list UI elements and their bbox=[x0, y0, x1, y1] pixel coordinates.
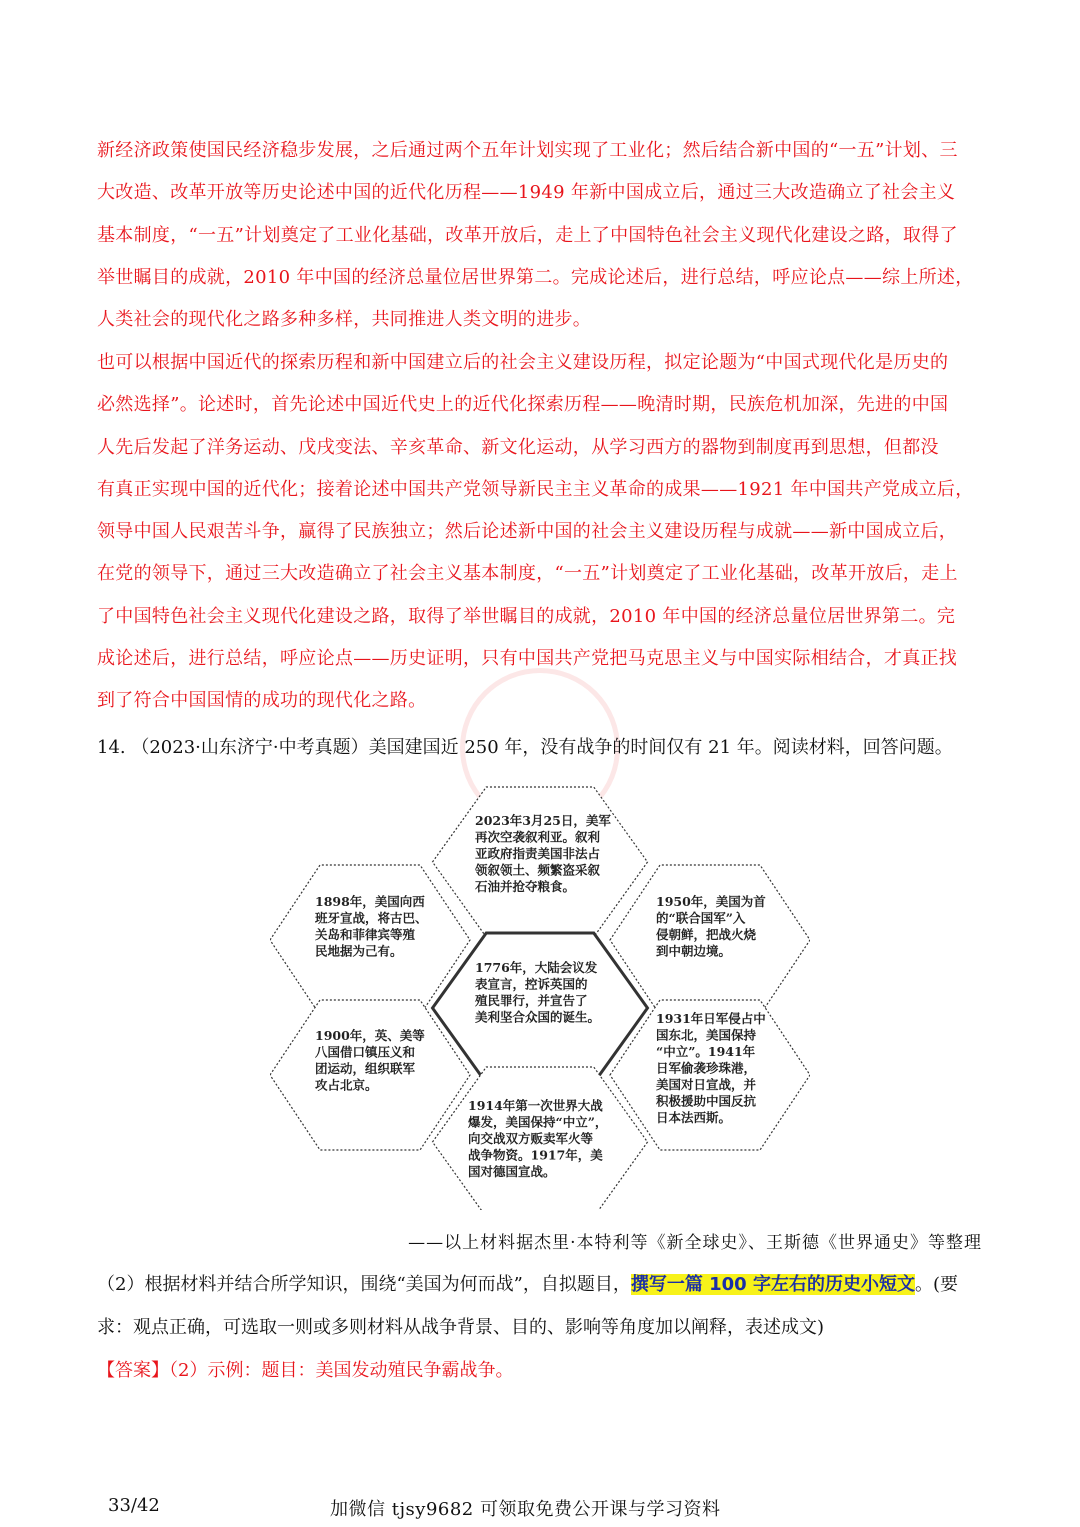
hexagon-text-line: 日军偷袭珍珠港， bbox=[656, 1060, 757, 1076]
paragraph-line: 基本制度，“一五”计划奠定了工业化基础，改革开放后，走上了中国特色社会主义现代化建设之路，取得了 bbox=[97, 224, 958, 246]
answer-label: 【答案】 bbox=[97, 1360, 169, 1381]
paragraph-line: 了中国特色社会主义现代化建设之路，取得了举世瞩目的成就，2010 年中国的经济总量位居世界第二。完 bbox=[97, 605, 956, 627]
question-2-prompt bbox=[97, 1270, 958, 1296]
paragraph-line: 举世瞩目的成就，2010 年中国的经济总量位居世界第二。完成论述后，进行总结，呼应论点——综上所述， bbox=[97, 266, 974, 288]
hexagon-text-line: 殖民罪行，并宣告了 bbox=[475, 993, 588, 1008]
answer-paragraph-1 bbox=[97, 130, 985, 341]
hexagon-outline bbox=[433, 933, 648, 1083]
hexagon-text-line: 1900年，英、美等 bbox=[315, 1028, 425, 1043]
hexagon-text-line: 团运动，组织联军 bbox=[315, 1061, 416, 1076]
paragraph-line: 成论述后，进行总结，呼应论点——历史证明，只有中国共产党把马克思主义与中国实际相结合，才真正找 bbox=[97, 648, 958, 670]
page-number: 33/42 bbox=[108, 1495, 160, 1516]
hexagon-text-line: 关岛和菲律宾等殖 bbox=[315, 927, 416, 942]
hexagon-center bbox=[433, 933, 648, 1083]
hexagon-text-line: 向交战双方贩卖军火等 bbox=[468, 1131, 594, 1146]
paragraph-line: 有真正实现中国的近代化；接着论述中国共产党领导新民主主义革命的成果——1921 年中国共产党成立后， bbox=[97, 478, 974, 500]
hexagon-text-line: 到中朝边境。 bbox=[656, 943, 732, 959]
paragraph-line: 必然选择”。论述时，首先论述中国近代史上的近代化探索历程——晚清时期，民族危机加深，先进的中国 bbox=[97, 394, 949, 416]
paragraph-line: 在党的领导下，通过三大改造确立了社会主义基本制度，“一五”计划奠定了工业化基础，改革开放后，走上 bbox=[97, 563, 958, 585]
hexagon-text-line: 1931年日军侵占中 bbox=[656, 1011, 766, 1026]
hexagon-text-line: 国对德国宣战。 bbox=[468, 1164, 556, 1179]
hexagon-text-line: 民地据为己有。 bbox=[315, 943, 403, 959]
paragraph-line: 人先后发起了洋务运动、戊戌变法、辛亥革命、新文化运动，从学习西方的器物到制度再到思想，但都没 bbox=[97, 436, 939, 458]
hexagon-bottom bbox=[433, 1067, 648, 1210]
question-2-requirements: 求：观点正确，可选取一则或多则材料从战争背景、目的、影响等角度加以阐释，表述成文) bbox=[97, 1317, 825, 1338]
answer-text: （2）示例：题目：美国发动殖民争霸战争。 bbox=[169, 1360, 514, 1381]
paragraph-line: 新经济政策使国民经济稳步发展，之后通过两个五年计划实现了工业化；然后结合新中国的“一五”计划、三 bbox=[97, 140, 958, 161]
answer-line bbox=[97, 1356, 513, 1382]
hexagon-text-line: 攻占北京。 bbox=[315, 1077, 378, 1093]
hexagon-text-line: 石油并抢夺粮食。 bbox=[475, 879, 576, 894]
highlighted-requirement: 撰写一篇 100 字左右的历史小短文 bbox=[630, 1274, 915, 1295]
hexagon-text-line: 再次空袭叙利亚。叙利 bbox=[475, 829, 601, 845]
hexagon-text-line: 1898年，美国向西 bbox=[315, 894, 425, 909]
hexagon-text-line: 班牙宣战，将古巴、 bbox=[315, 910, 428, 926]
hexagon-material-figure bbox=[270, 780, 810, 1210]
hexagon-text-line: 八国借口镇压义和 bbox=[315, 1044, 416, 1060]
hexagon-text-line: 积极援助中国反抗 bbox=[656, 1093, 757, 1109]
hexagon-text-line: 2023年3月25日，美军 bbox=[475, 813, 611, 828]
paragraph-line: 人类社会的现代化之路多种多样，共同推进人类文明的进步。 bbox=[97, 309, 592, 331]
question-2-suffix: 。(要 bbox=[914, 1274, 958, 1295]
paragraph-line: 也可以根据中国近代的探索历程和新中国建立后的社会主义建设历程，拟定论题为“中国式现代化是历史的 bbox=[97, 352, 949, 373]
hexagon-lower-right bbox=[610, 1000, 810, 1150]
hexagon-upper-left bbox=[270, 865, 470, 1015]
hexagon-top bbox=[433, 787, 648, 937]
hexagon-text-line: 美利坚合众国的诞生。 bbox=[475, 1009, 601, 1025]
hexagon-text-line: 1776年，大陆会议发 bbox=[475, 960, 598, 975]
hexagon-lower-left bbox=[270, 1000, 470, 1150]
hexagon-text-line: 国东北，美国保持 bbox=[656, 1027, 757, 1043]
question-14-stem: 14. （2023·山东济宁·中考真题）美国建国近 250 年，没有战争的时间仅有 21 年。阅读材料，回答问题。 bbox=[97, 737, 953, 758]
hexagon-upper-right bbox=[610, 865, 810, 1015]
paragraph-line: 领导中国人民艰苦斗争，赢得了民族独立；然后论述新中国的社会主义建设历程与成就——新中国成立后， bbox=[97, 521, 958, 543]
paragraph-line: 到了符合中国国情的成功的现代化之路。 bbox=[97, 690, 427, 712]
hexagon-text-line: 爆发，美国保持“中立”， bbox=[468, 1114, 608, 1130]
hexagon-text-line: 表宣言，控诉英国的 bbox=[475, 976, 588, 992]
footer-ad-text: 加微信 tjsy9682 可领取免费公开课与学习资料 bbox=[330, 1499, 721, 1520]
hexagon-text-line: 战争物资。1917年，美 bbox=[468, 1147, 603, 1163]
hexagon-text-line: 的“联合国军”入 bbox=[656, 910, 746, 926]
hexagon-text-line: 1950年，美国为首 bbox=[656, 894, 766, 909]
hexagon-text-line: 1914年第一次世界大战 bbox=[468, 1098, 603, 1113]
answer-paragraph-2 bbox=[97, 342, 985, 723]
hexagon-text-line: “中立”。1941年 bbox=[656, 1044, 756, 1059]
paragraph-line: 大改造、改革开放等历史论述中国的近代化历程——1949 年新中国成立后，通过三大改造确立了社会主义 bbox=[97, 182, 956, 204]
hexagon-text-line: 美国对日宣战，并 bbox=[656, 1077, 757, 1092]
hexagon-text-line: 亚政府指责美国非法占 bbox=[475, 846, 601, 861]
hexagon-text-line: 侵朝鲜，把战火烧 bbox=[656, 927, 757, 942]
hexagon-text-line: 日本法西斯。 bbox=[656, 1110, 732, 1125]
question-2-prefix: （2）根据材料并结合所学知识，围绕“美国为何而战”，自拟题目， bbox=[97, 1274, 631, 1295]
source-note: ——以上材料据杰里·本特利等《新全球史》、王斯德《世界通史》等整理 bbox=[408, 1233, 982, 1253]
hexagon-text-line: 领叙领土、频繁盗采叙 bbox=[475, 862, 601, 878]
